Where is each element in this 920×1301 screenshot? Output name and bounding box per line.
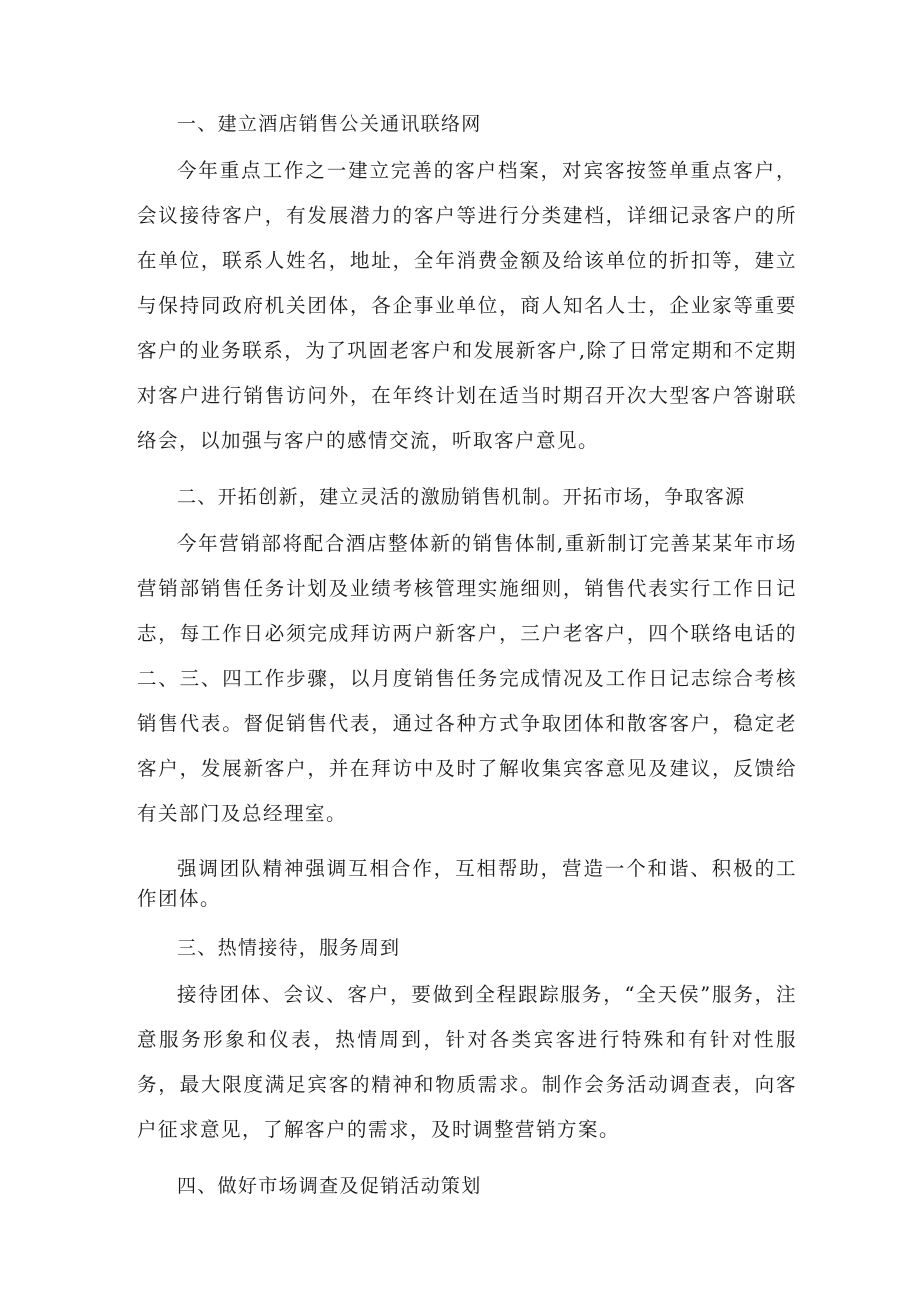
section-2-paragraph-1: 今年营销部将配合酒店整体新的销售体制,重新制订完善某某年市场营销部销售任务计划及业绩考核管理实施细则，销售代表实行工作日记志，每工作日必须完成拜访两户新客户，三户老客户，四个联络电话的二、三、四工作步骤，以月度销售任务完成情况及工作日记志综合考核销售代表。督促销售代表，通过各种方式争取团体和散客客户，稳定老客户，发展新客户，并在拜访中及时了解收集宾客意见及建议，反馈给有关部门及总经理室。 <box>137 532 797 825</box>
document-body <box>137 112 797 1198</box>
section-heading-3: 三、热情接待，服务周到 <box>177 937 401 959</box>
section-3-paragraph-1: 接待团体、会议、客户，要做到全程跟踪服务，“全天侯”服务，注意服务形象和仪表，热情周到，针对各类宾客进行特殊和有针对性服务，最大限度满足宾客的精神和物质需求。制作会务活动调查表，向客户征求意见，了解客户的需求，及时调整营销方案。 <box>137 983 797 1141</box>
section-heading-2: 二、开拓创新，建立灵活的激励销售机制。开拓市场，争取客源 <box>177 486 746 508</box>
section-1-paragraph-1: 今年重点工作之一建立完善的客户档案，对宾客按签单重点客户，会议接待客户，有发展潜力的客户等进行分类建档，详细记录客户的所在单位，联系人姓名，地址，全年消费金额及给该单位的折扣等，建立与保持同政府机关团体，各企事业单位，商人知名人士，企业家等重要客户的业务联系，为了巩固老客户和发展新客户,除了日常定期和不定期对客户进行销售访问外，在年终计划在适当时期召开次大型客户答谢联络会，以加强与客户的感情交流，听取客户意见。 <box>137 159 797 452</box>
section-heading-1: 一、建立酒店销售公关通讯联络网 <box>177 113 482 135</box>
section-2-paragraph-2: 强调团队精神强调互相合作，互相帮助，营造一个和谐、积极的工作团体。 <box>137 857 797 910</box>
section-heading-4: 四、做好市场调查及促销活动策划 <box>177 1175 482 1197</box>
